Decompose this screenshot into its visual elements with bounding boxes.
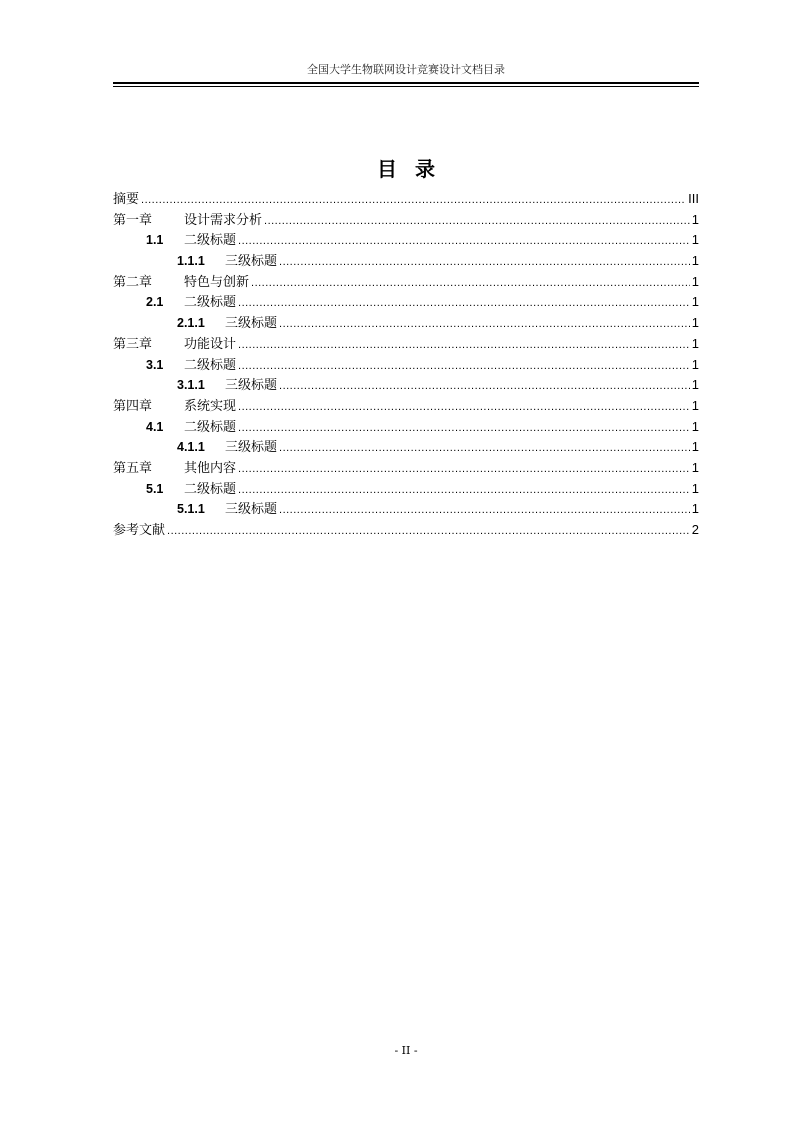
toc-entry-section-1-1-1[interactable] bbox=[113, 251, 699, 272]
toc-entry-page: III bbox=[688, 191, 699, 206]
toc-entry-number: 2.1 bbox=[146, 295, 164, 310]
toc-entry-label: 摘要 bbox=[113, 192, 140, 207]
toc-leader-dots bbox=[238, 293, 690, 314]
toc-entry-number: 第二章 bbox=[113, 274, 153, 290]
toc-leader-dots bbox=[279, 376, 690, 397]
toc-entry-number: 4.1.1 bbox=[177, 440, 205, 455]
toc-entry-section-3-1-1[interactable] bbox=[113, 375, 699, 396]
toc-entry-number: 1.1 bbox=[146, 233, 164, 248]
toc-title: 目录 bbox=[377, 157, 453, 181]
toc-entry-label: 功能设计 bbox=[184, 336, 237, 352]
toc-entry-label: 二级标题 bbox=[184, 233, 237, 249]
toc-entry-page: 2 bbox=[691, 522, 699, 537]
toc-entry-page: 1 bbox=[691, 439, 699, 455]
toc-entry-page: 1 bbox=[691, 273, 699, 289]
toc-entry-page: 1 bbox=[691, 480, 699, 496]
toc-entry-page: 1 bbox=[691, 418, 699, 434]
toc-leader-dots bbox=[238, 418, 690, 439]
toc-entry-page: 1 bbox=[691, 211, 699, 227]
toc-entry-label: 二级标题 bbox=[184, 357, 237, 373]
toc-leader-dots bbox=[251, 273, 690, 294]
toc-entry-page: 1 bbox=[691, 356, 699, 372]
toc-entry-page: 1 bbox=[691, 501, 699, 517]
toc-entry-chapter-4[interactable] bbox=[113, 396, 699, 417]
header-rule-thick bbox=[113, 82, 699, 84]
header-rule-thin bbox=[113, 86, 699, 87]
table-of-contents bbox=[113, 189, 699, 541]
toc-leader-dots bbox=[279, 314, 690, 335]
toc-entry-label: 二级标题 bbox=[184, 481, 237, 497]
toc-entry-label: 系统实现 bbox=[184, 398, 237, 414]
toc-entry-label: 三级标题 bbox=[225, 440, 278, 456]
toc-entry-number: 3.1 bbox=[146, 357, 164, 372]
toc-entry-page: 1 bbox=[691, 397, 699, 413]
toc-entry-number: 3.1.1 bbox=[177, 378, 205, 393]
toc-entry-references[interactable] bbox=[113, 520, 699, 541]
toc-entry-number: 4.1 bbox=[146, 419, 164, 434]
toc-entry-page: 1 bbox=[691, 232, 699, 248]
toc-leader-dots bbox=[279, 500, 690, 521]
toc-entry-label: 特色与创新 bbox=[184, 274, 250, 290]
toc-entry-number: 第四章 bbox=[113, 398, 153, 414]
toc-entry-section-4-1-1[interactable] bbox=[113, 437, 699, 458]
toc-entry-section-5-1[interactable] bbox=[113, 479, 699, 500]
toc-entry-label: 三级标题 bbox=[225, 254, 278, 270]
toc-entry-section-2-1[interactable] bbox=[113, 292, 699, 313]
toc-entry-label: 二级标题 bbox=[184, 295, 237, 311]
toc-entry-number: 5.1.1 bbox=[177, 502, 205, 517]
toc-entry-number: 第一章 bbox=[113, 212, 153, 228]
toc-entry-label: 三级标题 bbox=[225, 502, 278, 518]
toc-entry-label: 三级标题 bbox=[225, 378, 278, 394]
toc-entry-label: 设计需求分析 bbox=[184, 212, 263, 228]
toc-leader-dots bbox=[264, 211, 690, 232]
toc-entry-page: 1 bbox=[691, 459, 699, 475]
toc-entry-number: 第五章 bbox=[113, 460, 153, 476]
toc-entry-label: 其他内容 bbox=[184, 460, 237, 476]
toc-entry-section-5-1-1[interactable] bbox=[113, 499, 699, 520]
toc-leader-dots bbox=[238, 480, 690, 501]
toc-leader-dots bbox=[238, 231, 690, 252]
toc-entry-label: 参考文献 bbox=[113, 523, 166, 538]
toc-leader-dots bbox=[167, 521, 690, 542]
toc-entry-section-2-1-1[interactable] bbox=[113, 313, 699, 334]
toc-leader-dots bbox=[279, 252, 690, 273]
toc-entry-number: 1.1.1 bbox=[177, 254, 205, 269]
toc-entry-page: 1 bbox=[691, 377, 699, 393]
toc-entry-section-4-1[interactable] bbox=[113, 417, 699, 438]
toc-leader-dots bbox=[141, 190, 686, 211]
toc-entry-page: 1 bbox=[691, 315, 699, 331]
toc-entry-abstract[interactable] bbox=[113, 189, 699, 210]
toc-entry-section-1-1[interactable] bbox=[113, 230, 699, 251]
toc-entry-page: 1 bbox=[691, 335, 699, 351]
toc-entry-number: 第三章 bbox=[113, 336, 153, 352]
toc-entry-chapter-5[interactable] bbox=[113, 458, 699, 479]
toc-entry-chapter-3[interactable] bbox=[113, 334, 699, 355]
toc-entry-label: 三级标题 bbox=[225, 316, 278, 332]
toc-entry-number: 5.1 bbox=[146, 481, 164, 496]
toc-leader-dots bbox=[238, 397, 690, 418]
toc-leader-dots bbox=[238, 356, 690, 377]
toc-leader-dots bbox=[238, 459, 690, 480]
page-header: 全国大学生物联网设计竞赛设计文档目录 bbox=[307, 63, 505, 76]
toc-entry-section-3-1[interactable] bbox=[113, 355, 699, 376]
toc-entry-page: 1 bbox=[691, 294, 699, 310]
toc-entry-page: 1 bbox=[691, 253, 699, 269]
toc-leader-dots bbox=[279, 438, 690, 459]
toc-entry-label: 二级标题 bbox=[184, 419, 237, 435]
toc-entry-number: 2.1.1 bbox=[177, 316, 205, 331]
toc-leader-dots bbox=[238, 335, 690, 356]
toc-entry-chapter-1[interactable] bbox=[113, 210, 699, 231]
page-number: - II - bbox=[394, 1044, 418, 1057]
toc-entry-chapter-2[interactable] bbox=[113, 272, 699, 293]
